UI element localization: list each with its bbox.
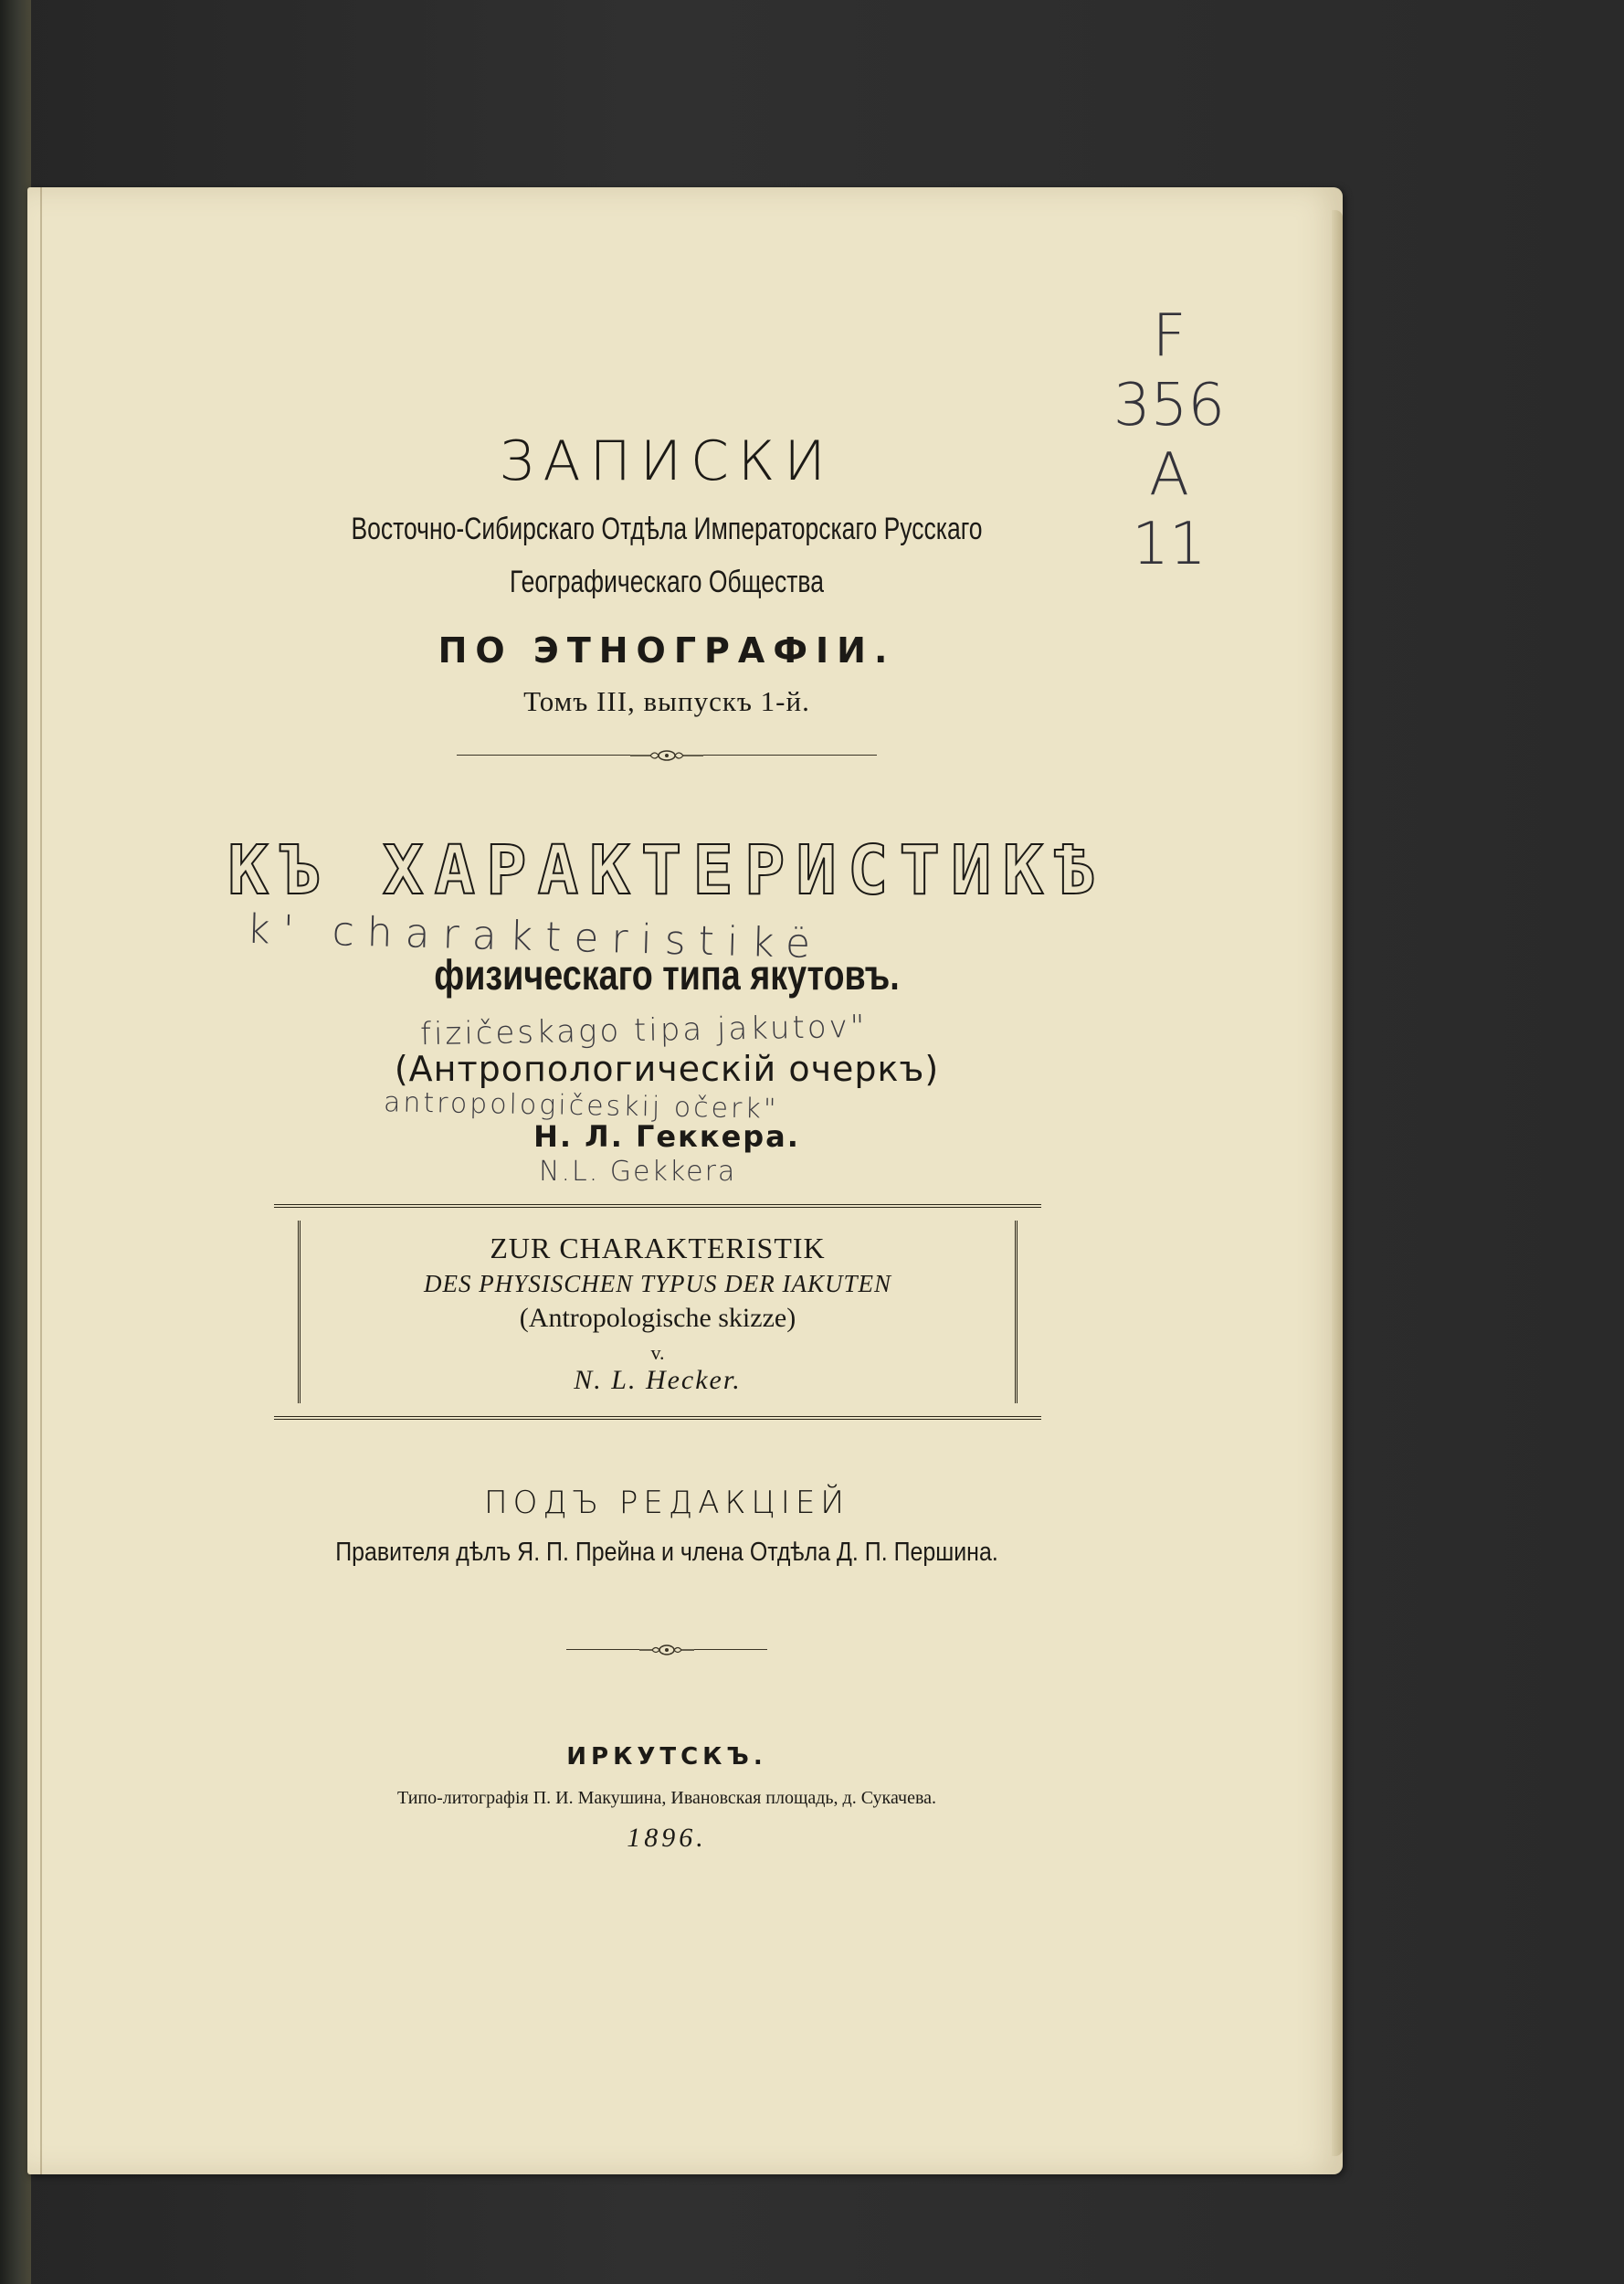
- main-title: КЪ ХАРАКТЕРИСТИКѢ: [227, 831, 1106, 910]
- german-by: v.: [650, 1341, 665, 1364]
- shelfmark-line: 11: [1132, 511, 1207, 578]
- shelfmark-line: A: [1149, 441, 1189, 509]
- handwritten-transliteration-1: k' charakteristikë: [246, 905, 824, 968]
- fleuron-icon: [630, 747, 703, 764]
- german-subtitle: DES PHYSISCHEN TYPUS DER IAKUTEN: [423, 1270, 891, 1297]
- german-author: N. L. Hecker.: [574, 1365, 742, 1395]
- imprint-city: ИРКУТСКЪ.: [566, 1743, 767, 1771]
- shelfmark-line: F: [1152, 302, 1186, 370]
- author-name: Н. Л. Геккера.: [533, 1119, 800, 1154]
- imprint-year: 1896.: [627, 1823, 707, 1853]
- handwritten-transliteration-2: fizičeskago tipa jakutov": [419, 1008, 868, 1053]
- fleuron-icon: [639, 1642, 694, 1658]
- german-title: ZUR CHARAKTERISTIK: [490, 1232, 826, 1264]
- volume-line: Томъ III, выпускъ 1-й.: [523, 685, 810, 717]
- essay-type: (Антропологическій очеркъ): [394, 1049, 940, 1089]
- german-title-frame: [274, 1204, 1041, 1420]
- subject-heading: ПО ЭТНОГРАФІИ.: [438, 630, 896, 671]
- page-fore-edge: [1332, 210, 1343, 2156]
- german-essay-type: (Antropologische skizze): [519, 1303, 796, 1333]
- imprint-printer: Типо-литографія П. И. Макушина, Ивановская площадь, д. Сукачева.: [396, 1788, 937, 1808]
- society-line-1: Восточно-Сибирскаго Отдѣла Императорскаго Русскаго: [351, 512, 983, 546]
- subtitle: физическаго типа якутовъ.: [434, 951, 900, 999]
- shelfmark-line: 356: [1113, 372, 1226, 439]
- ornament-divider: [457, 747, 877, 764]
- editorship-heading: ПОДЪ РЕДАКЦІЕЙ: [484, 1485, 849, 1521]
- editor-names: Правителя дѣлъ Я. П. Прейна и члена Отдѣла Д. П. Першина.: [335, 1538, 998, 1567]
- handwritten-transliteration-3: antropologičeskij očerk": [383, 1086, 779, 1126]
- ornament-divider-small: [566, 1642, 767, 1658]
- society-line-2: Географическаго Общества: [510, 565, 824, 599]
- series-title: ЗАПИСКИ: [499, 429, 835, 493]
- handwritten-transliteration-4: N.L. Gekkera: [539, 1156, 737, 1188]
